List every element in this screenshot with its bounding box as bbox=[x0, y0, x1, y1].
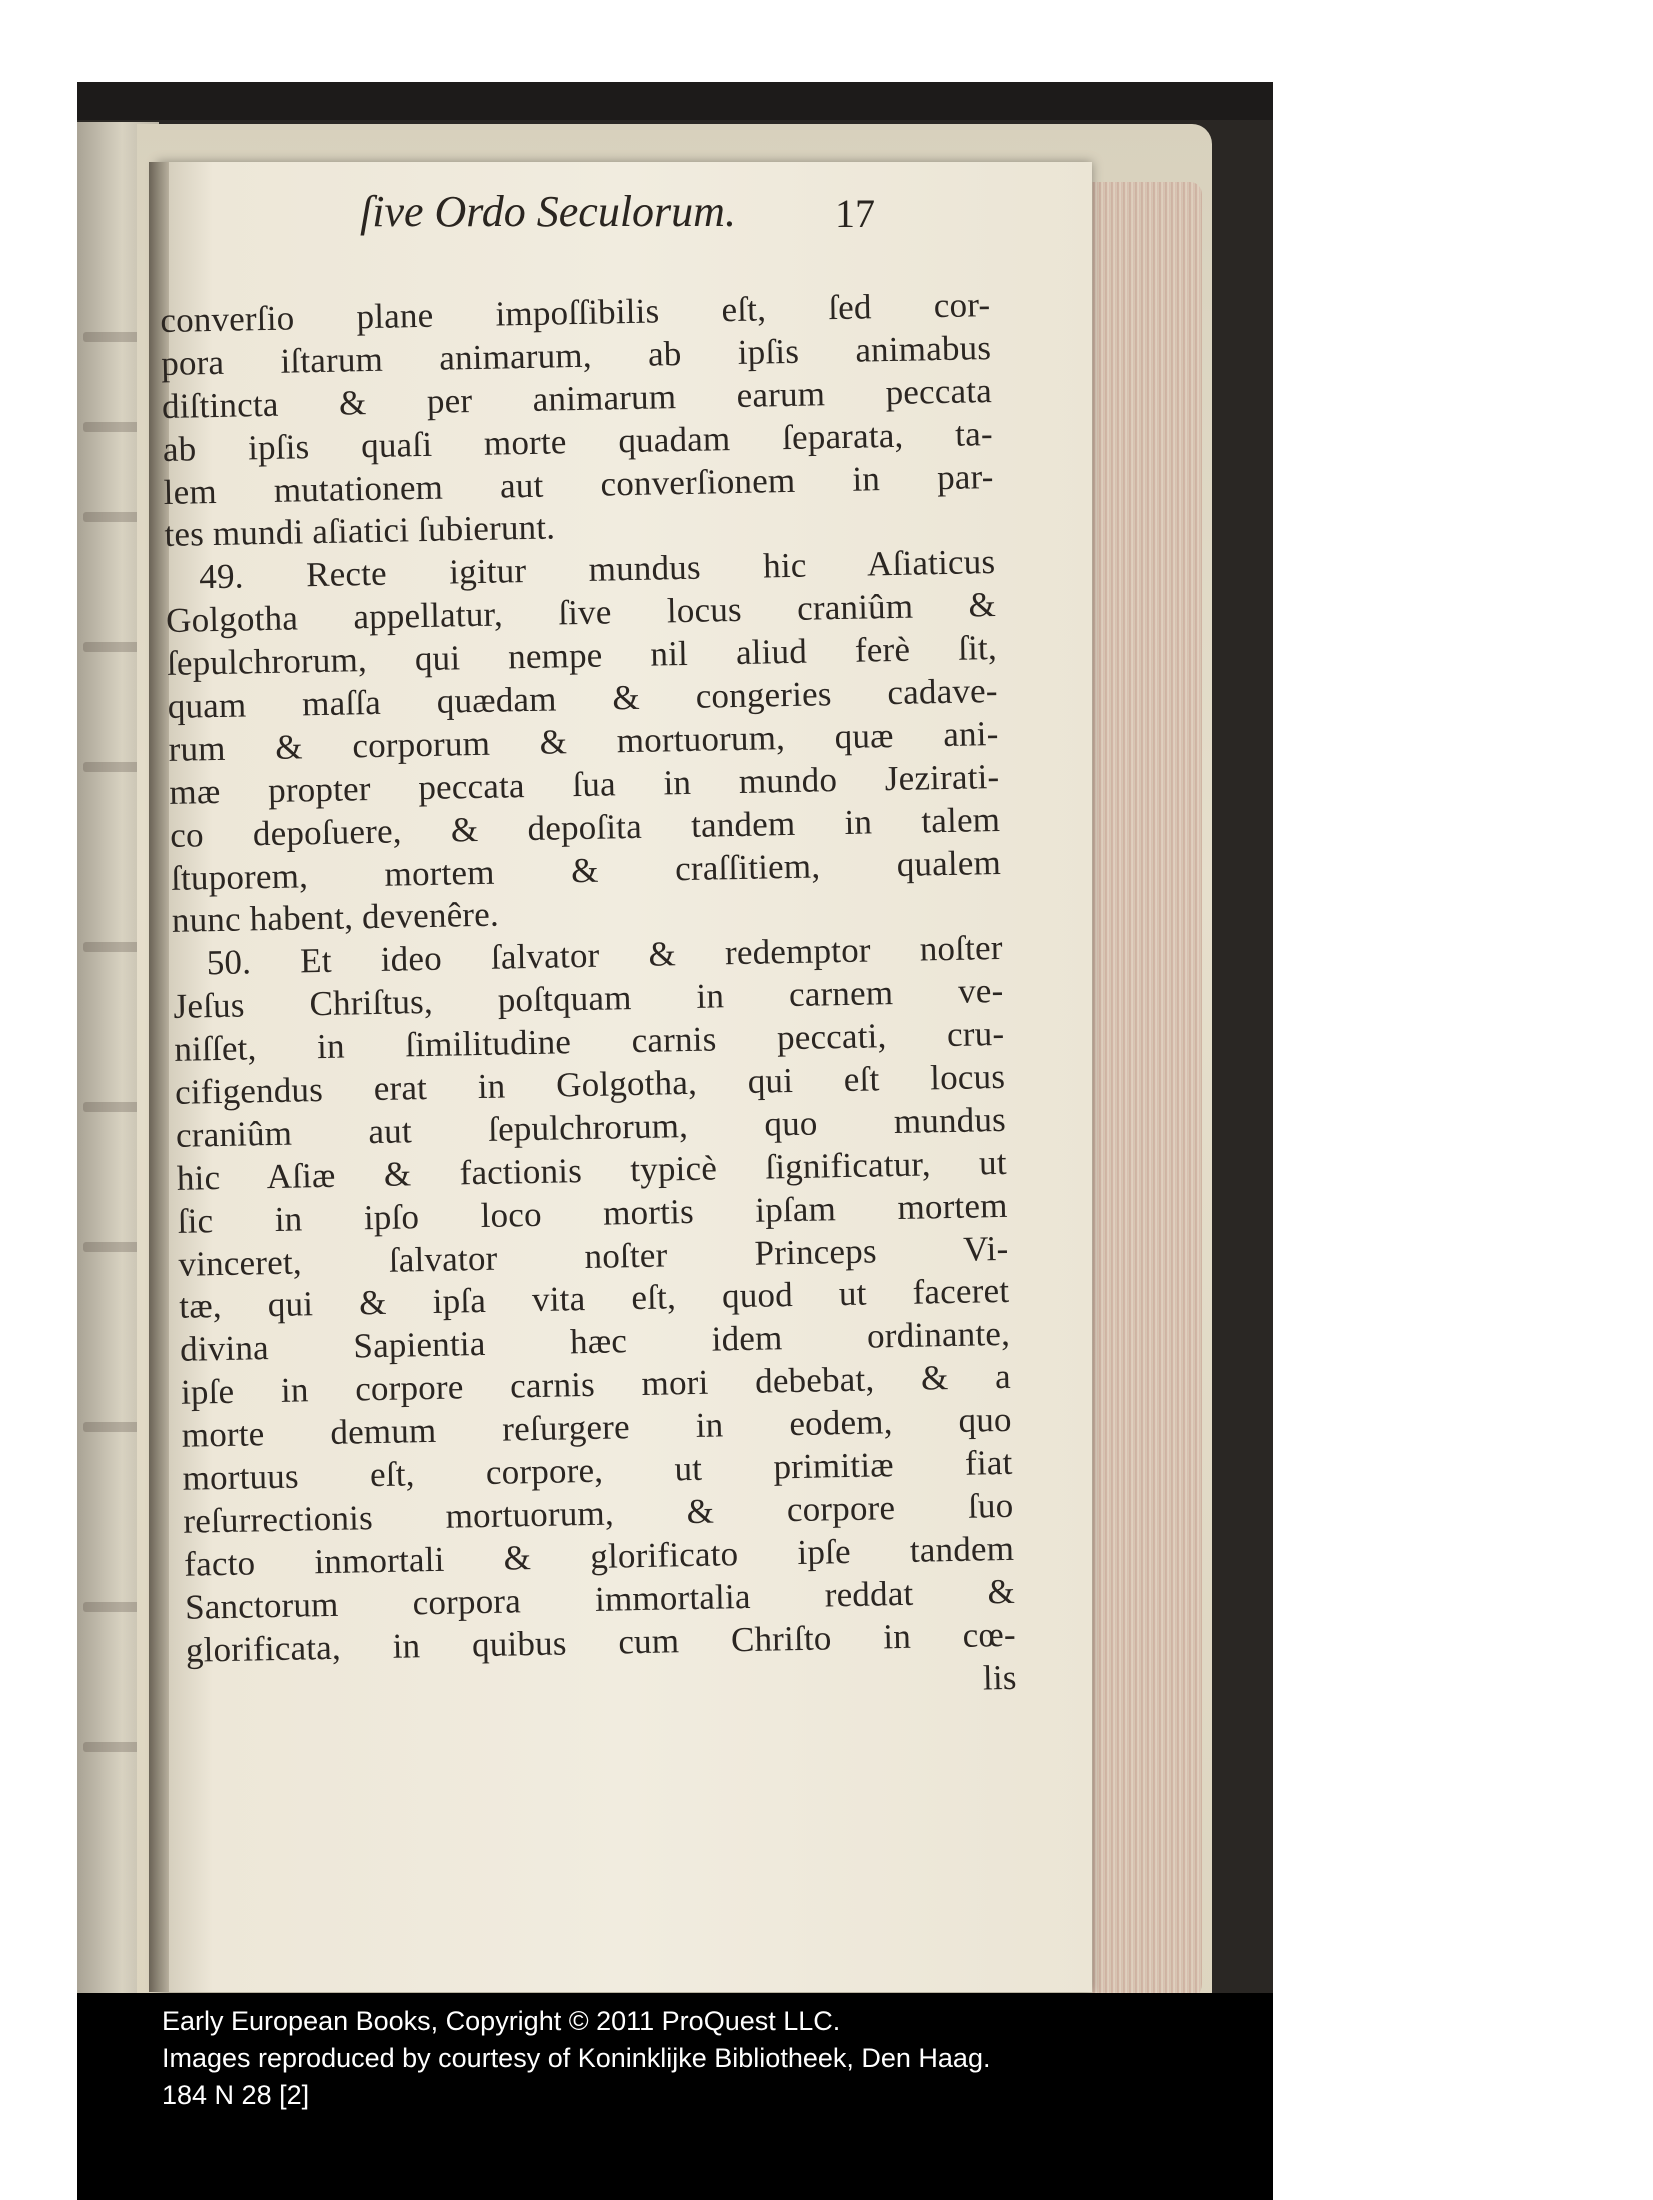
page-fore-edge bbox=[1092, 182, 1202, 2002]
text-line: 50. Et ideo ſalvator & redemptor noſter bbox=[206, 928, 1003, 983]
text-line: tæ, qui & ipſa vita eſt, quod ut faceret bbox=[178, 1271, 1010, 1327]
text-line: ſic in ipſo loco mortis ipſam mortem bbox=[177, 1185, 1008, 1241]
text-line: 49. Recte igitur mundus hic Aſiaticus bbox=[198, 542, 996, 597]
text-line: reſurrectionis mortuorum, & corpore ſuo bbox=[183, 1485, 1014, 1541]
text-line: Jeſus Chriſtus, poſtquam in carnem ve- bbox=[173, 971, 1004, 1027]
text-line: co depoſuere, & depoſita tandem in talem bbox=[169, 799, 1001, 855]
page-header bbox=[280, 178, 1000, 258]
text-line: nunc habent, devenêre. bbox=[171, 895, 500, 941]
text-line: facto inmortali & glorificato ipſe tandem bbox=[183, 1528, 1015, 1584]
footer-courtesy: Images reproduced by courtesy of Koninklijke Bibliotheek, Den Haag. bbox=[162, 2043, 991, 2073]
text-line: ab ipſis quaſi morte quadam ſeparata, ta- bbox=[162, 413, 994, 469]
copyright-footer bbox=[77, 1993, 1273, 2200]
text-line: tes mundi aſiatici ſubierunt. bbox=[164, 507, 556, 555]
text-line: hic Aſiæ & factionis typicè ſignificatur, ut bbox=[176, 1142, 1008, 1198]
text-line: divina Sapientia hæc idem ordinante, bbox=[179, 1314, 1011, 1370]
text-line: vinceret, ſalvator noſter Princeps Vi- bbox=[178, 1228, 1009, 1284]
text-line: niſſet, in ſimilitudine carnis peccati, cru- bbox=[174, 1014, 1005, 1069]
running-head: ſive Ordo Seculorum. bbox=[360, 187, 736, 236]
text-line: mæ propter peccata ſua in mundo Jezirati- bbox=[169, 756, 1000, 812]
text-line: Golgotha appellatur, ſive locus craniûm & bbox=[165, 585, 997, 641]
text-line: morte demum reſurgere in eodem, quo bbox=[181, 1400, 1013, 1455]
text-line: diſtincta & per animarum earum peccata bbox=[161, 370, 993, 426]
page-number: 17 bbox=[835, 191, 875, 236]
text-line: quam maſſa quædam & congeries cadave- bbox=[167, 671, 999, 726]
text-line: converſio plane impoſſibilis eſt, ſed cor- bbox=[160, 285, 991, 340]
text-line: ipſe in corpore carnis mori debebat, & a bbox=[180, 1357, 1012, 1413]
text-line: Sanctorum corpora immortalia reddat & bbox=[184, 1571, 1016, 1627]
text-line: glorificata, in quibus cum Chriſto in cœ- bbox=[185, 1614, 1017, 1670]
text-line: ſepulchrorum, qui nempe nil aliud ferè ſit, bbox=[166, 628, 998, 684]
text-line: craniûm aut ſepulchrorum, quo mundus bbox=[175, 1099, 1007, 1155]
text-line: mortuus eſt, corpore, ut primitiæ fiat bbox=[182, 1442, 1013, 1498]
catchword: lis bbox=[982, 1657, 1017, 1697]
text-line: ſtuporem, mortem & craſſitiem, qualem bbox=[170, 842, 1002, 898]
text-line: rum & corporum & mortuorum, quæ ani- bbox=[168, 713, 999, 769]
text-line: lem mutationem aut converſionem in par- bbox=[163, 456, 994, 512]
footer-shelfmark: 184 N 28 [2] bbox=[162, 2080, 310, 2110]
text-line: pora iſtarum animarum, ab ipſis animabus bbox=[160, 327, 992, 383]
footer-copyright: Early European Books, Copyright © 2011 ProQuest LLC. bbox=[162, 2006, 841, 2036]
body-text bbox=[160, 284, 1017, 1715]
text-line: cifigendus erat in Golgotha, qui eſt locus bbox=[174, 1056, 1006, 1112]
